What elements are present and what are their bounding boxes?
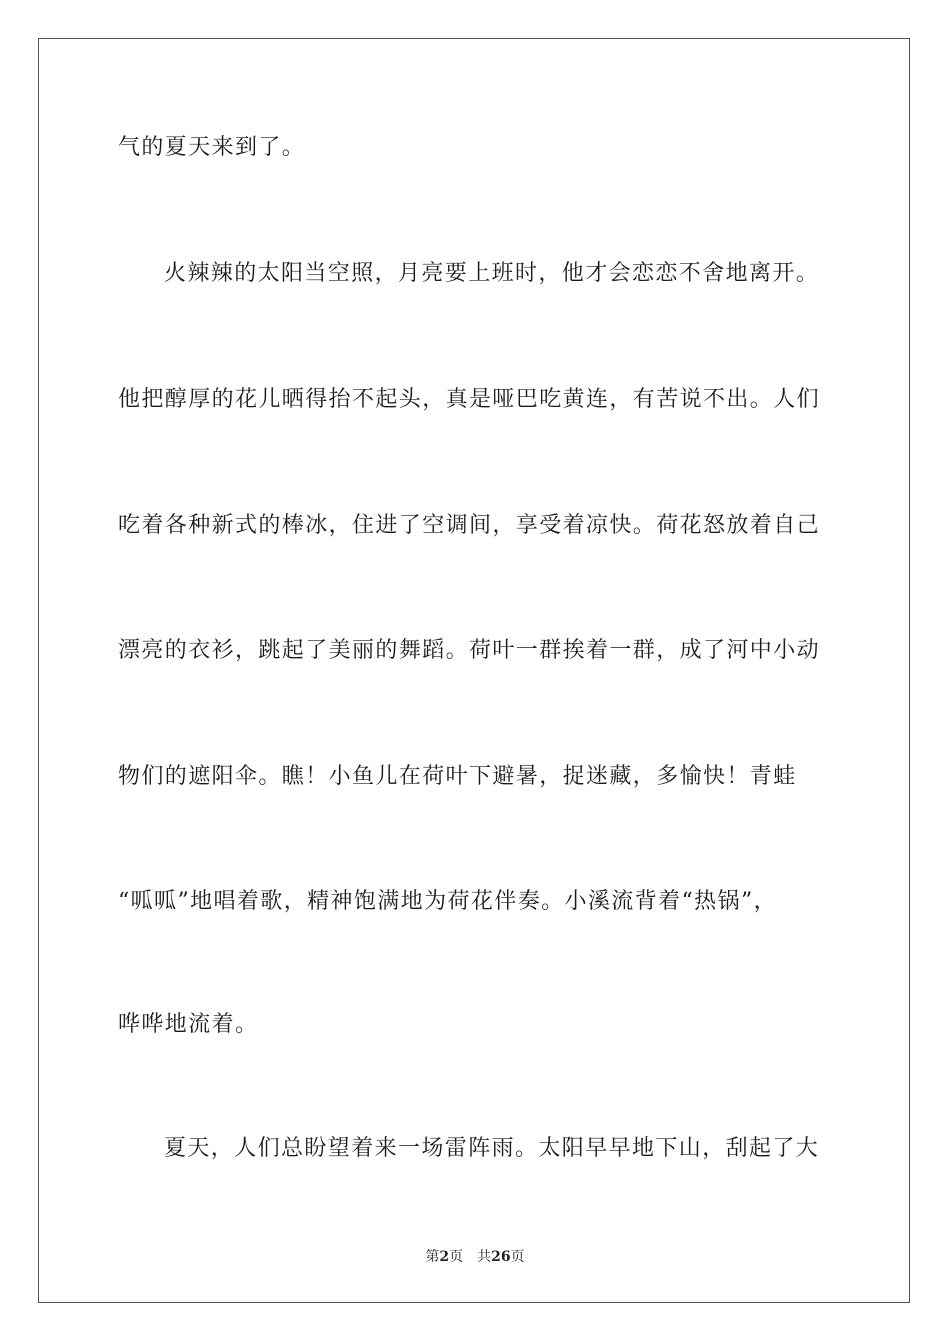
total-pages: 26: [491, 1249, 511, 1265]
page-suffix: 页: [449, 1249, 464, 1265]
text-line: 物们的遮阳伞。瞧！小鱼儿在荷叶下避暑，捉迷藏，多愉快！青蛙: [118, 764, 797, 789]
text-line: 吃着各种新式的棒冰，住进了空调间，享受着凉快。荷花怒放着自己: [118, 513, 821, 538]
page-border: [38, 38, 910, 1303]
page-prefix: 第: [425, 1249, 440, 1265]
text-line: 他把醇厚的花儿晒得抬不起头，真是哑巴吃黄连，有苦说不出。人们: [118, 387, 821, 412]
text-line: “呱呱”地唱着歌，精神饱满地为荷花伴奏。小溪流背着“热锅”，: [118, 889, 777, 914]
text-line: 哗哗地流着。: [118, 1012, 259, 1037]
paragraph-first-line: 夏天，人们总盼望着来一场雷阵雨。太阳早早地下山，刮起了大: [164, 1136, 820, 1161]
total-prefix: 共: [477, 1249, 492, 1265]
total-suffix: 页: [510, 1249, 525, 1265]
paragraph-first-line: 火辣辣的太阳当空照，月亮要上班时，他才会恋恋不舍地离开。: [164, 261, 820, 286]
text-line: 气的夏天来到了。: [118, 135, 306, 160]
page-footer: [0, 1247, 950, 1267]
page-number: 2: [439, 1249, 450, 1265]
text-line: 漂亮的衣衫，跳起了美丽的舞蹈。荷叶一群挨着一群，成了河中小动: [118, 638, 821, 663]
